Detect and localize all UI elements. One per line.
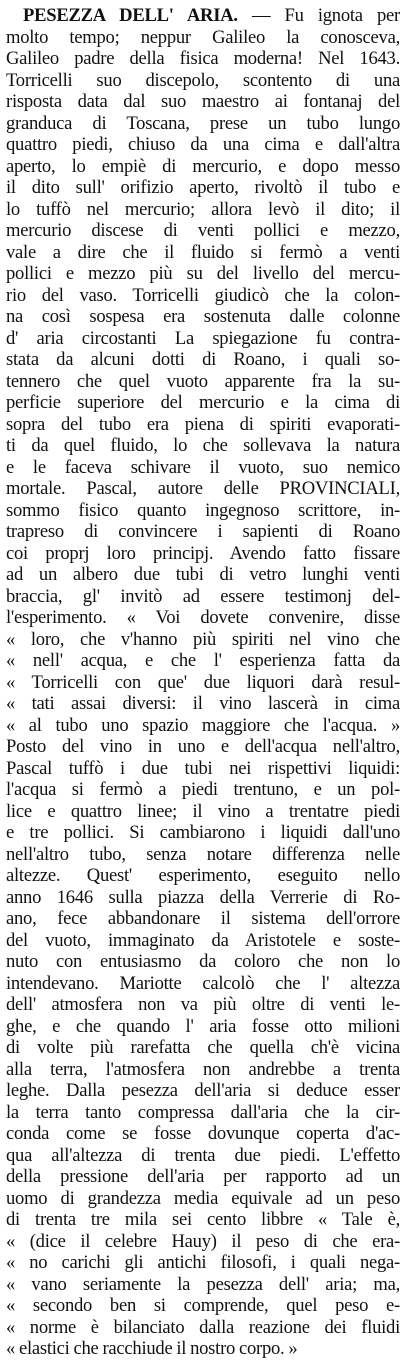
article-line: di volte più rarefatta che quella ch'è vicina — [6, 1037, 400, 1058]
article-line: Posto del vino in uno e dell'acqua nell'altro, — [6, 736, 400, 757]
article-line: quattro piedi, chiuso da una cima e dall'altra — [6, 134, 400, 155]
article-line: na così sospesa era sostenuta dalle colonne — [6, 306, 400, 327]
article-line: sommo fisico quanto ingegnoso scrittore, in- — [6, 499, 400, 521]
article-line: e tre pollici. Si cambiarono i liquidi dall'uno — [6, 822, 400, 843]
article-line: vale a dire che il fluido si fermò a venti — [6, 241, 400, 263]
article-line: la terra tanto compressa dall'aria che la cir- — [6, 1101, 400, 1123]
article-line: « (dice il celebre Hauy) il peso di che era- — [6, 1230, 400, 1252]
article-line: l'esperimento. « Voi dovete convenire, disse — [6, 607, 400, 628]
article-line: e le faceva schivare il vuoto, suo nemico — [6, 456, 400, 478]
article-line: leghe. Dalla pesezza dell'aria si deduce esser — [6, 1080, 400, 1101]
article-line: del vuoto, immaginato da Aristotele e soste- — [6, 929, 400, 951]
article-line: coi proprj loro principj. Avendo fatto fissare — [6, 542, 400, 564]
article-line: perficie superiore del mercurio e la cima di — [6, 392, 400, 413]
article-line: Galileo padre della fisica moderna! Nel 1643. — [6, 48, 400, 69]
article-line: « nell' acqua, e che l' esperienza fatta da — [6, 650, 400, 671]
article-line: « tati assai diversi: il vino lascerà in cima — [6, 693, 400, 714]
article-body — [6, 27, 400, 1360]
article-line: conda come se fosse dovunque coperta d'ac- — [6, 1123, 400, 1144]
article-line: intendevano. Mariotte calcolò che l' altezza — [6, 972, 400, 994]
article-line: « Torricelli con que' due liquori darà resul- — [6, 671, 400, 693]
article-line: nuto con entusiasmo da coloro che non lo — [6, 951, 400, 972]
article-line: uomo di grandezza media equivale ad un peso — [6, 1187, 400, 1209]
article-line: « norme è bilanciato dalla reazione dei fluidi — [6, 1316, 400, 1338]
article-page — [6, 5, 400, 1360]
article-line: sopra del tubo era piena di spiriti evaporati- — [6, 413, 400, 435]
article-line: anno 1646 sulla piazza della Verrerie di Ro- — [6, 886, 400, 908]
article-line: stata da alcuni dotti di Roano, i quali so- — [6, 349, 400, 370]
article-line: qua all'altezza di trenta due piedi. L'effetto — [6, 1144, 400, 1166]
article-line: « loro, che v'hanno più spiriti nel vino che — [6, 628, 400, 650]
article-line: « secondo ben si comprende, quel peso e- — [6, 1295, 400, 1316]
article-line: lice e quattro linee; il vino a trentatre piedi — [6, 800, 400, 822]
article-line: ad un albero due tubi di vetro lunghi venti — [6, 564, 400, 585]
article-line: pollici e mezzo più su del livello del mercu- — [6, 263, 400, 284]
article-line: lo tuffò nel mercurio; allora levò il dito; il — [6, 198, 400, 220]
article-line: ano, fece abbandonare il sistema dell'orrore — [6, 908, 400, 929]
article-line: alla terra, l'atmosfera non andrebbe a trenta — [6, 1058, 400, 1080]
article-line: « vano seriamente la pesezza dell' aria; ma, — [6, 1273, 400, 1295]
article-line: trapreso di convincere i sapienti di Roano — [6, 521, 400, 542]
article-line: mortale. Pascal, autore delle PROVINCIALI, — [6, 478, 400, 499]
article-line: d' aria circostanti La spiegazione fu contra- — [6, 327, 400, 349]
article-line: tennero che quel vuoto apparente fra la su- — [6, 370, 400, 392]
article-line: l'acqua si fermò a piedi trentuno, e un pol- — [6, 779, 400, 800]
article-line: « al tubo uno spazio maggiore che l'acqua. » — [6, 714, 400, 736]
article-line: rio del vaso. Torricelli giudicò che la colon- — [6, 284, 400, 306]
article-line: « no carichi gli antichi filosofi, i quali nega- — [6, 1252, 400, 1273]
article-line: nell'altro tubo, senza notare differenza nelle — [6, 843, 400, 865]
article-line: mercurio discese di venti pollici e mezzo, — [6, 220, 400, 241]
article-line: braccia, gl' invitò ad essere testimonj del- — [6, 585, 400, 607]
article-line: il dito sull' orifizio aperto, rivoltò il tubo e — [6, 177, 400, 198]
article-line: ti da quel fluido, lo che sollevava la natura — [6, 435, 400, 456]
article-line-text: — Fu ignota per — [251, 5, 400, 26]
article-heading: PESEZZA DELL' ARIA. — [23, 5, 238, 26]
article-line: dell' atmosfera non va più oltre di venti le- — [6, 994, 400, 1015]
article-line: Torricelli suo discepolo, scontento di una — [6, 69, 400, 91]
article-line: di trenta tre mila sei cento libbre « Tale è, — [6, 1209, 400, 1230]
article-line: molto tempo; neppur Galileo la conosceva, — [6, 26, 400, 48]
article-line: della pressione dell'aria per rapporto ad un — [6, 1166, 400, 1187]
article-line: « elastici che racchiude il nostro corpo. » — [6, 1338, 298, 1359]
article-line: granduca di Toscana, prese un tubo lungo — [6, 112, 400, 134]
article-line: Pascal tuffò i due tubi nei rispettivi liquidi: — [6, 757, 400, 779]
article-line-1 — [6, 5, 400, 27]
article-line: altezze. Quest' esperimento, eseguito nello — [6, 865, 400, 886]
article-line: risposta data dal suo maestro ai fontanaj del — [6, 91, 400, 112]
article-line: ghe, e che quando l' aria fosse otto milioni — [6, 1015, 400, 1037]
article-line: aperto, lo empiè di mercurio, e dopo messo — [6, 155, 400, 177]
